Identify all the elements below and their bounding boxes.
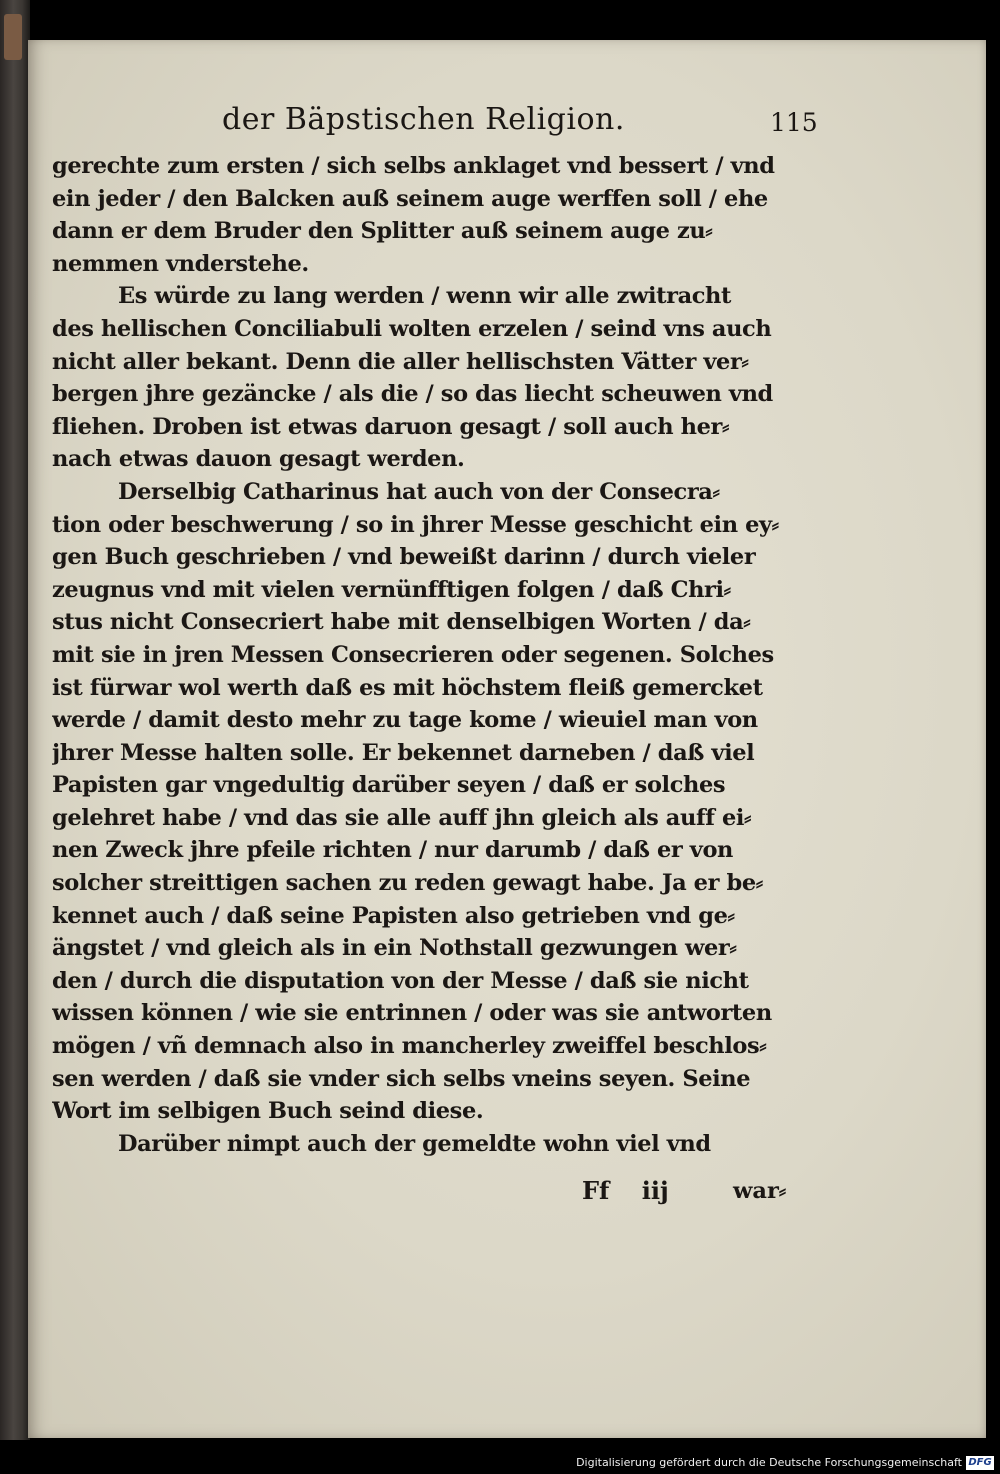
book-spine	[0, 0, 30, 1440]
text-line: nen Zweck jhre pfeile richten / nur darumb / daß er von	[52, 837, 734, 864]
text-line: gelehret habe / vnd das sie alle auff jhn gleich als auff ei⸗	[52, 804, 752, 831]
text-line: dann er dem Bruder den Splitter auß seinem auge zu⸗	[52, 218, 713, 245]
text-line: des hellischen Conciliabuli wolten erzelen / seind vns auch	[52, 315, 772, 342]
text-line: gen Buch geschrieben / vnd beweißt darinn / durch vieler	[52, 544, 756, 571]
text-line: nemmen vnderstehe.	[52, 250, 309, 277]
text-line: fliehen. Droben ist etwas daruon gesagt / soll auch her⸗	[52, 413, 730, 440]
text-line: bergen jhre gezäncke / als die / so das liecht scheuwen vnd	[52, 381, 773, 408]
text-line: Derselbig Catharinus hat auch von der Consecra⸗	[118, 478, 720, 505]
spine-mark	[4, 14, 22, 60]
text-line: mit sie in jren Messen Consecrieren oder segenen. Solches	[52, 641, 774, 668]
text-line: kennet auch / daß seine Papisten also getrieben vnd ge⸗	[52, 902, 735, 929]
text-line: gerechte zum ersten / sich selbs anklaget vnd bessert / vnd	[52, 153, 775, 179]
text-line: tion oder beschwerung / so in jhrer Messe geschicht ein ey⸗	[52, 511, 779, 538]
text-line: mögen / vñ demnach also in mancherley zweiffel beschlos⸗	[52, 1033, 767, 1060]
text-line: jhrer Messe halten solle. Er bekennet darneben / daß viel	[52, 739, 755, 766]
text-line: zeugnus vnd mit vielen vernünfftigen folgen / daß Chri⸗	[52, 576, 731, 603]
text-line: nicht aller bekant. Denn die aller hellischsten Vätter ver⸗	[52, 348, 749, 375]
text-line: Darüber nimpt auch der gemeldte wohn viel vnd	[118, 1130, 711, 1157]
text-line: sen werden / daß sie vnder sich selbs vneins seyen. Seine	[52, 1065, 751, 1092]
text-line: ist fürwar wol werth daß es mit höchstem fleiß gemercket	[52, 674, 763, 701]
text-line: stus nicht Consecriert habe mit denselbigen Worten / da⸗	[52, 609, 751, 636]
footer-bar	[0, 1452, 1000, 1474]
text-line: werde / damit desto mehr zu tage kome / wieuiel man von	[52, 707, 758, 734]
text-line: Papisten gar vngedultig darüber seyen / daß er solches	[52, 772, 726, 799]
text-line: ängstet / vnd gleich als in ein Nothstall gezwungen wer⸗	[52, 935, 737, 962]
dfg-logo: DFG	[966, 1456, 994, 1470]
text-line: nach etwas dauon gesagt werden.	[52, 446, 465, 473]
text-line: solcher streittigen sachen zu reden gewagt habe. Ja er be⸗	[52, 870, 763, 897]
body-text	[52, 150, 812, 1160]
text-line: den / durch die disputation von der Messe / daß sie nicht	[52, 967, 749, 994]
text-line: Es würde zu lang werden / wenn wir alle zwitracht	[118, 283, 731, 310]
text-line: Wort im selbigen Buch seind diese.	[52, 1098, 484, 1125]
page-number: 115	[770, 108, 818, 137]
text-line: wissen können / wie sie entrinnen / oder was sie antworten	[52, 1000, 772, 1027]
funding-note: Digitalisierung gefördert durch die Deutsche Forschungsgemeinschaft	[576, 1456, 962, 1469]
running-head: der Bäpstischen Religion.	[222, 102, 625, 137]
text-line: ein jeder / den Balcken auß seinem auge werffen soll / ehe	[52, 185, 768, 212]
signature-mark: Ff iij	[582, 1176, 669, 1205]
catchword: war⸗	[733, 1178, 787, 1204]
